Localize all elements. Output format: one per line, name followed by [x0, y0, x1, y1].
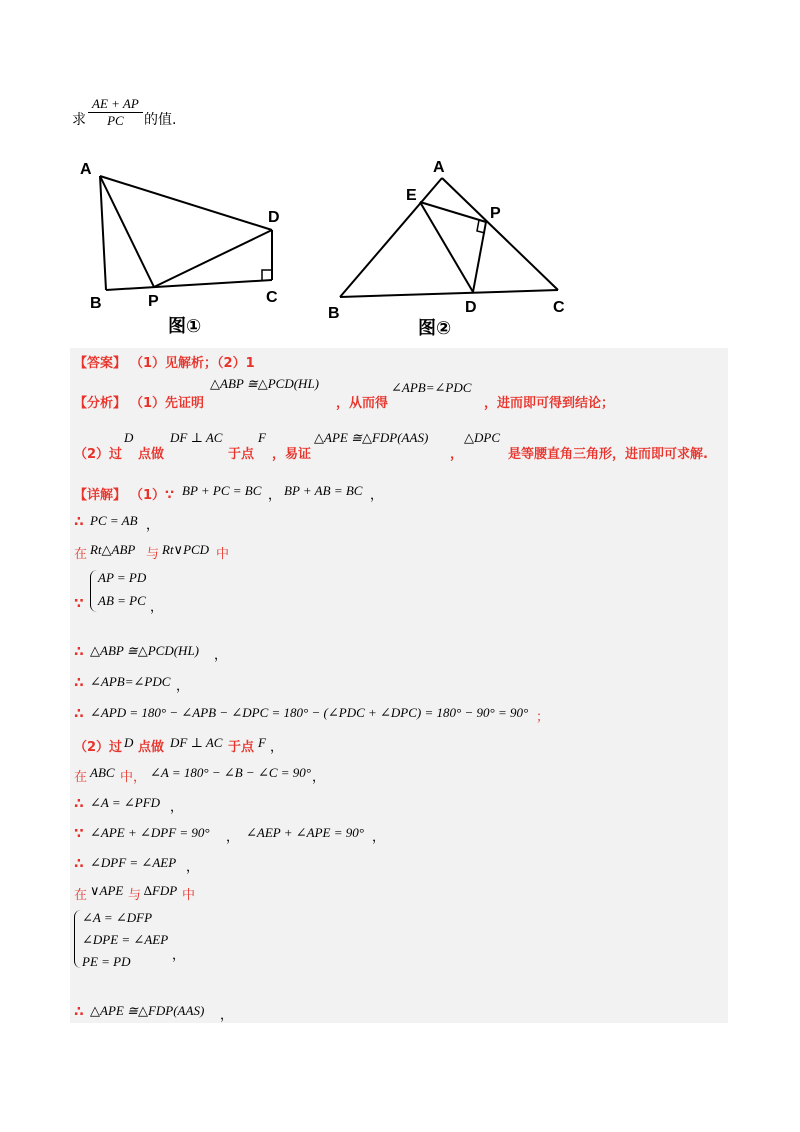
detail-r3-text-a: 在: [74, 547, 88, 562]
detail-r14-line-3: PE = PD: [82, 954, 131, 969]
answer-tag: 【答案】: [74, 356, 127, 371]
detail-r5-text-b: ，: [214, 648, 228, 663]
analysis-l2-text-e: ，: [450, 447, 464, 462]
detail-r7-math: ∠APD = 180° − ∠APB − ∠DPC = 180° − (∠PDC + ∠DPC) = 180° − 90° = 90°: [90, 705, 529, 720]
detail-r11-text-b: ，: [226, 830, 240, 845]
analysis-l2-math-4: △APE ≅△FDP(AAS): [314, 430, 429, 445]
detail-r1-text-c: ，: [370, 488, 384, 503]
detail-r1-text-b: ，: [268, 488, 282, 503]
analysis-l2-math-2: DF ⊥ AC: [170, 430, 223, 445]
detail-r7-text-b: ；: [536, 710, 550, 725]
detail-r11-math-2: ∠AEP + ∠APE = 90°: [246, 825, 364, 840]
analysis-l2-math-5: △DPC: [464, 430, 500, 445]
detail-r13-math-2: ∆FDP: [144, 883, 178, 898]
analysis-l2-text-b: 点做: [138, 447, 165, 462]
detail-r4-comma: ，: [150, 600, 164, 615]
detail-r15-text-b: ，: [220, 1008, 234, 1023]
intro-suffix: 的值.: [144, 112, 177, 128]
fraction-numerator: AE + AP: [88, 96, 143, 113]
detail-r12-text-b: ，: [186, 860, 200, 875]
fig1-label-P: P: [148, 293, 159, 310]
detail-r8-math-3: F: [258, 735, 266, 750]
system-brace: [90, 570, 97, 612]
detail-r8-text-d: ，: [270, 740, 284, 755]
detail-r1-math-1: BP + PC = BC: [182, 483, 262, 498]
fig2-label-A: A: [433, 159, 445, 176]
detail-r15-math: △APE ≅△FDP(AAS): [90, 1003, 205, 1018]
detail-r10-therefore: ∴: [74, 796, 84, 812]
detail-r7-therefore: ∴: [74, 706, 84, 722]
fig1-label-B: B: [90, 295, 102, 312]
detail-r12-math: ∠DPF = ∠AEP: [90, 855, 177, 870]
detail-r14-comma: ，: [172, 948, 186, 963]
fig1-label-A: A: [80, 161, 92, 178]
detail-r11-math-1: ∠APE + ∠DPF = 90°: [90, 825, 210, 840]
figure-1: [70, 150, 310, 340]
detail-r1-text-a: （1）∵: [130, 488, 175, 503]
fig2-label-E: E: [406, 187, 417, 204]
fig1-segment-PD: [154, 230, 272, 287]
analysis-l1-math-2: ∠APB=∠PDC: [391, 380, 472, 395]
fig1-segment-AD: [100, 176, 272, 230]
detail-r12-therefore: ∴: [74, 856, 84, 872]
detail-r6-text-b: ，: [176, 679, 190, 694]
analysis-l2-text-a: （2）过: [74, 447, 123, 462]
analysis-l1-text-b: ，从而得: [336, 396, 389, 411]
detail-r14-line-2: ∠DPE = ∠AEP: [82, 932, 169, 947]
detail-r13-text-a: 在: [74, 888, 88, 903]
analysis-l2-text-c: 于点: [228, 447, 255, 462]
fig1-segment-AB: [100, 176, 106, 290]
detail-r13-math-1: ∨APE: [90, 883, 124, 898]
detail-r13-text-b: 与: [128, 888, 142, 903]
analysis-l1-math-1: △ABP ≅△PCD(HL): [210, 376, 320, 391]
detail-r5-therefore: ∴: [74, 644, 84, 660]
fig1-segment-BC: [106, 280, 272, 290]
detail-r9-text-a: 在: [74, 770, 88, 785]
detail-r2-math: PC = AB: [90, 513, 138, 528]
fig2-caption: 图②: [418, 318, 452, 338]
fig1-segment-AP: [100, 176, 154, 287]
intro-prefix: 求: [72, 112, 86, 128]
detail-r9-text-c: ，: [312, 770, 326, 785]
fig2-label-P: P: [490, 205, 501, 222]
detail-r4-because: ∵: [74, 596, 84, 612]
detail-r14-line-1: ∠A = ∠DFP: [82, 910, 153, 925]
detail-r11-because: ∵: [74, 826, 84, 842]
detail-r10-math: ∠A = ∠PFD: [90, 795, 161, 810]
detail-r3-text-b: 与: [146, 547, 160, 562]
fraction-denominator: PC: [107, 113, 124, 128]
fig1-label-D: D: [268, 209, 280, 226]
detail-r2-therefore: ∴: [74, 514, 84, 530]
fig2-label-D: D: [465, 299, 477, 316]
fig2-label-B: B: [328, 305, 340, 322]
system-brace-2: [74, 910, 81, 968]
intro-fraction: [88, 96, 143, 129]
detail-r3-text-c: 中: [216, 547, 230, 562]
detail-r8-text-c: 于点: [228, 740, 255, 755]
detail-r2-text-b: ，: [146, 518, 160, 533]
analysis-tag: 【分析】: [74, 396, 127, 411]
detail-r4-line-2: AB = PC: [98, 593, 146, 608]
analysis-l1-text-c: ，进而即可得到结论；: [484, 396, 615, 411]
detail-r6-math: ∠APB=∠PDC: [90, 674, 171, 689]
detail-r8-math-2: DF ⊥ AC: [170, 735, 223, 750]
fig2-segment-AC: [442, 178, 558, 290]
detail-r8-text-b: 点做: [138, 740, 165, 755]
fig2-segment-BC: [340, 290, 558, 297]
detail-r9-math-1: ABC: [90, 765, 115, 780]
detail-r3-math-1: Rt△ABP: [90, 542, 136, 557]
detail-r9-math-2: ∠A = 180° − ∠B − ∠C = 90°: [150, 765, 311, 780]
detail-r1-math-2: BP + AB = BC: [284, 483, 363, 498]
analysis-l1-text-a: （1）先证明: [130, 396, 205, 411]
fig1-right-angle-mark: [262, 270, 272, 280]
fig1-label-C: C: [266, 289, 278, 306]
detail-r8-math-1: D: [124, 735, 134, 750]
detail-r9-text-b: 中，: [120, 770, 147, 785]
analysis-l2-text-d: ，易证: [272, 447, 312, 462]
analysis-l2-math-1: D: [124, 430, 134, 445]
detail-tag: 【详解】: [74, 488, 127, 503]
analysis-l2-text-f: 是等腰直角三角形，进而即可求解.: [508, 447, 708, 462]
detail-r15-therefore: ∴: [74, 1004, 84, 1020]
detail-r4-line-1: AP = PD: [98, 570, 147, 585]
figure-2: [320, 150, 580, 340]
detail-r5-math: △ABP ≅△PCD(HL): [90, 643, 200, 658]
fig2-label-C: C: [553, 299, 565, 316]
answer-text: （1）见解析；（2）1: [130, 356, 255, 371]
detail-r10-text-b: ，: [170, 800, 184, 815]
fig2-segment-BA: [340, 178, 442, 297]
detail-r3-math-2: Rt∨PCD: [162, 542, 210, 557]
detail-r13-text-c: 中: [182, 888, 196, 903]
detail-r6-therefore: ∴: [74, 675, 84, 691]
fig1-caption: 图①: [168, 316, 202, 336]
analysis-l2-math-3: F: [258, 430, 266, 445]
detail-r8-text-a: （2）过: [74, 740, 123, 755]
detail-r11-text-c: ，: [372, 830, 386, 845]
